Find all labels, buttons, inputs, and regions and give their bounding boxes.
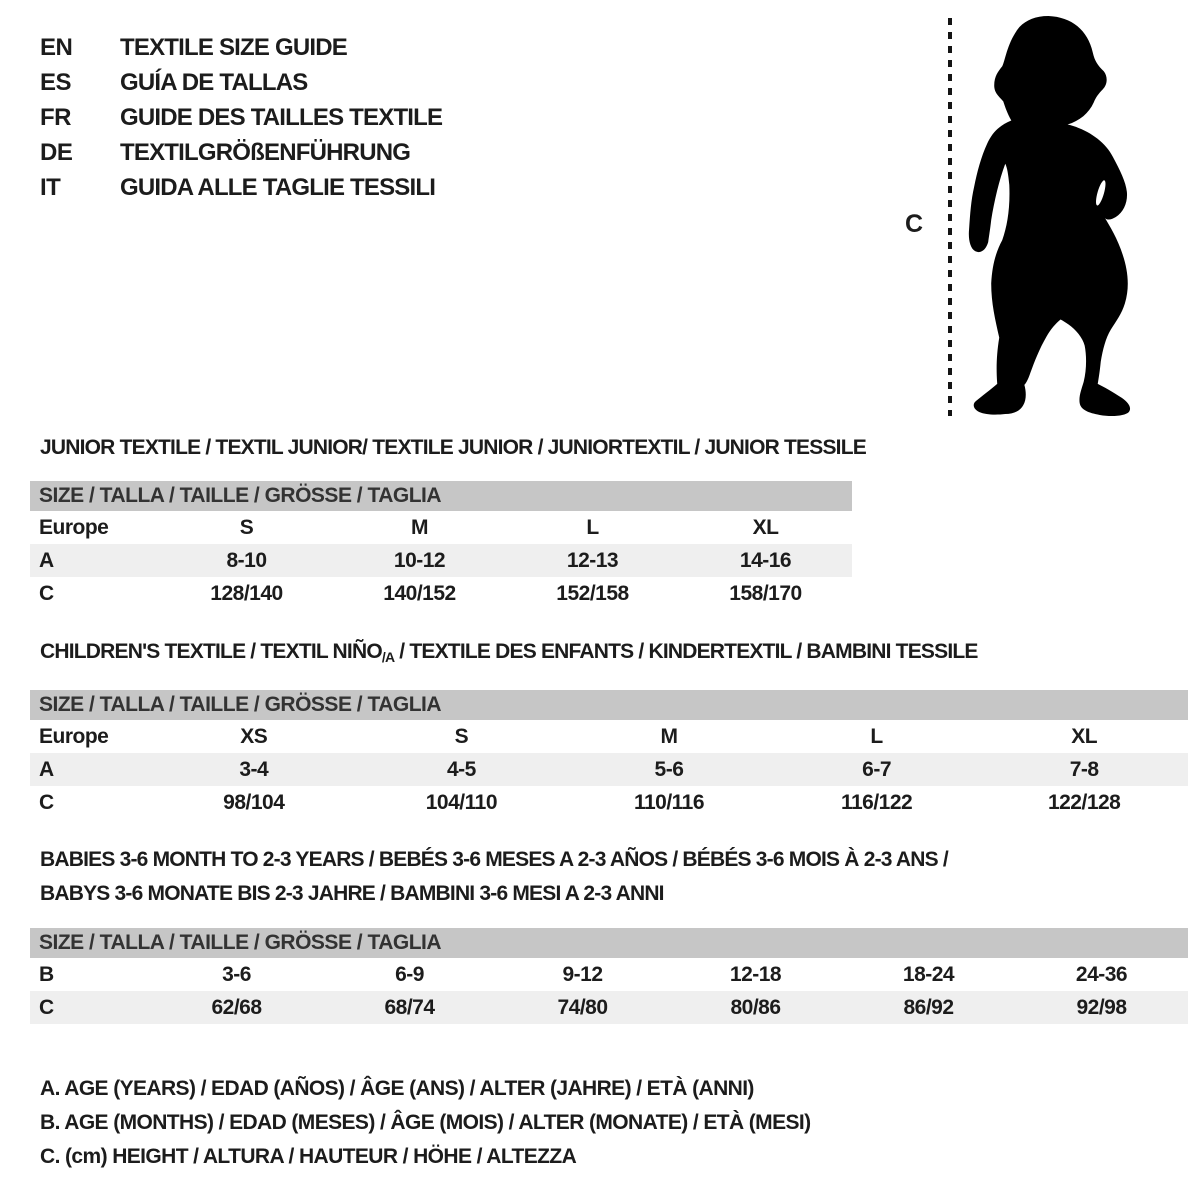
size-cell: 104/110 — [425, 790, 498, 814]
legend-age-months: B. AGE (MONTHS) / EDAD (MESES) / ÂGE (MOIS) / ALTER (MONATE) / ETÀ (MESI) — [40, 1111, 811, 1134]
children-section-title — [40, 640, 978, 664]
height-measure-label: C — [905, 210, 924, 238]
table-row — [30, 991, 1188, 1024]
table-row — [30, 577, 852, 610]
language-code: DE — [40, 138, 73, 166]
row-label: B — [39, 962, 54, 986]
guide-title: GUIDA ALLE TAGLIE TESSILI — [120, 173, 436, 201]
size-cell: L — [870, 724, 883, 748]
size-cell: 158/170 — [729, 581, 802, 605]
size-cell: 12-18 — [729, 962, 782, 986]
babies-section-title-line1: BABIES 3-6 MONTH TO 2-3 YEARS / BEBÉS 3-6 MESES A 2-3 AÑOS / BÉBÉS 3-6 MOIS À 2-3 ANS / — [40, 848, 948, 871]
size-cell: M — [660, 724, 678, 748]
size-cell: 4-5 — [446, 757, 476, 781]
size-cell: 9-12 — [562, 962, 603, 986]
table-row — [30, 720, 1188, 753]
size-cell: 18-24 — [902, 962, 955, 986]
size-cell: 3-4 — [239, 757, 269, 781]
legend-age-years: A. AGE (YEARS) / EDAD (AÑOS) / ÂGE (ANS) / ALTER (JAHRE) / ETÀ (ANNI) — [40, 1077, 754, 1100]
list-item — [40, 65, 442, 100]
row-label: Europe — [39, 515, 109, 539]
table-row — [30, 753, 1188, 786]
size-cell: 62/68 — [211, 995, 262, 1019]
children-title-pre: CHILDREN'S TEXTILE / TEXTIL NIÑO — [40, 640, 382, 663]
size-header-band: SIZE / TALLA / TAILLE / GRÖSSE / TAGLIA — [30, 481, 852, 511]
list-item — [40, 170, 442, 205]
language-code: ES — [40, 68, 72, 96]
toddler-silhouette-icon — [963, 14, 1139, 416]
row-label: C — [39, 790, 54, 814]
size-cell: 110/116 — [633, 790, 705, 814]
language-code: EN — [40, 33, 73, 61]
language-code: FR — [40, 103, 71, 131]
size-cell: 5-6 — [654, 757, 684, 781]
measure-legend — [40, 1072, 811, 1174]
size-cell: S — [239, 515, 254, 539]
size-cell: 12-13 — [566, 548, 619, 572]
row-label: Europe — [39, 724, 109, 748]
size-cell: 122/128 — [1047, 790, 1121, 814]
language-title-list — [40, 30, 442, 205]
size-header-band: SIZE / TALLA / TAILLE / GRÖSSE / TAGLIA — [30, 928, 1188, 958]
guide-title: GUÍA DE TALLAS — [120, 68, 308, 96]
table-row — [30, 544, 852, 577]
row-label: A — [39, 548, 54, 572]
size-cell: 116/122 — [840, 790, 913, 814]
babies-size-table — [30, 928, 1188, 1024]
size-cell: 6-9 — [395, 962, 424, 986]
list-item — [40, 30, 442, 65]
size-cell: 68/74 — [384, 995, 435, 1019]
size-cell: 86/92 — [903, 995, 954, 1019]
size-cell: 152/158 — [556, 581, 629, 605]
size-cell: 140/152 — [383, 581, 456, 605]
size-cell: 74/80 — [557, 995, 608, 1019]
size-cell: 10-12 — [393, 548, 446, 572]
size-cell: 98/104 — [223, 790, 285, 814]
list-item — [40, 135, 442, 170]
size-cell: 3-6 — [222, 962, 251, 986]
children-size-table — [30, 690, 1188, 819]
size-cell: 7-8 — [1069, 757, 1099, 781]
row-label: C — [39, 995, 54, 1019]
size-cell: 128/140 — [210, 581, 283, 605]
size-cell: 80/86 — [730, 995, 781, 1019]
junior-section-title: JUNIOR TEXTILE / TEXTIL JUNIOR/ TEXTILE JUNIOR / JUNIORTEXTIL / JUNIOR TESSILE — [40, 436, 866, 459]
language-code: IT — [40, 173, 61, 201]
size-cell: 92/98 — [1076, 995, 1127, 1019]
legend-height-cm: C. (cm) HEIGHT / ALTURA / HAUTEUR / HÖHE / ALTEZZA — [40, 1145, 577, 1168]
row-label: A — [39, 757, 54, 781]
junior-size-table — [30, 481, 852, 610]
row-label: C — [39, 581, 54, 605]
size-cell: 8-10 — [226, 548, 267, 572]
children-title-subscript: /A — [381, 649, 395, 665]
size-cell: XS — [240, 724, 268, 748]
size-cell: XL — [752, 515, 779, 539]
height-measure-dashed-line — [948, 18, 952, 416]
size-cell: 6-7 — [862, 757, 891, 781]
guide-title: TEXTILE SIZE GUIDE — [120, 33, 347, 61]
guide-title: TEXTILGRÖßENFÜHRUNG — [120, 138, 411, 166]
children-title-post: / TEXTILE DES ENFANTS / KINDERTEXTIL / BAMBINI TESSILE — [394, 640, 978, 663]
size-cell: M — [411, 515, 428, 539]
table-row — [30, 511, 852, 544]
size-cell: XL — [1071, 724, 1098, 748]
size-cell: L — [586, 515, 599, 539]
list-item — [40, 100, 442, 135]
guide-title: GUIDE DES TAILLES TEXTILE — [120, 103, 443, 131]
babies-section-title-line2: BABYS 3-6 MONATE BIS 2-3 JAHRE / BAMBINI 3-6 MESI A 2-3 ANNI — [40, 882, 664, 905]
size-cell: S — [454, 724, 469, 748]
size-header-band: SIZE / TALLA / TAILLE / GRÖSSE / TAGLIA — [30, 690, 1188, 720]
table-row — [30, 786, 1188, 819]
table-row — [30, 958, 1188, 991]
size-cell: 14-16 — [739, 548, 792, 572]
size-cell: 24-36 — [1075, 962, 1128, 986]
